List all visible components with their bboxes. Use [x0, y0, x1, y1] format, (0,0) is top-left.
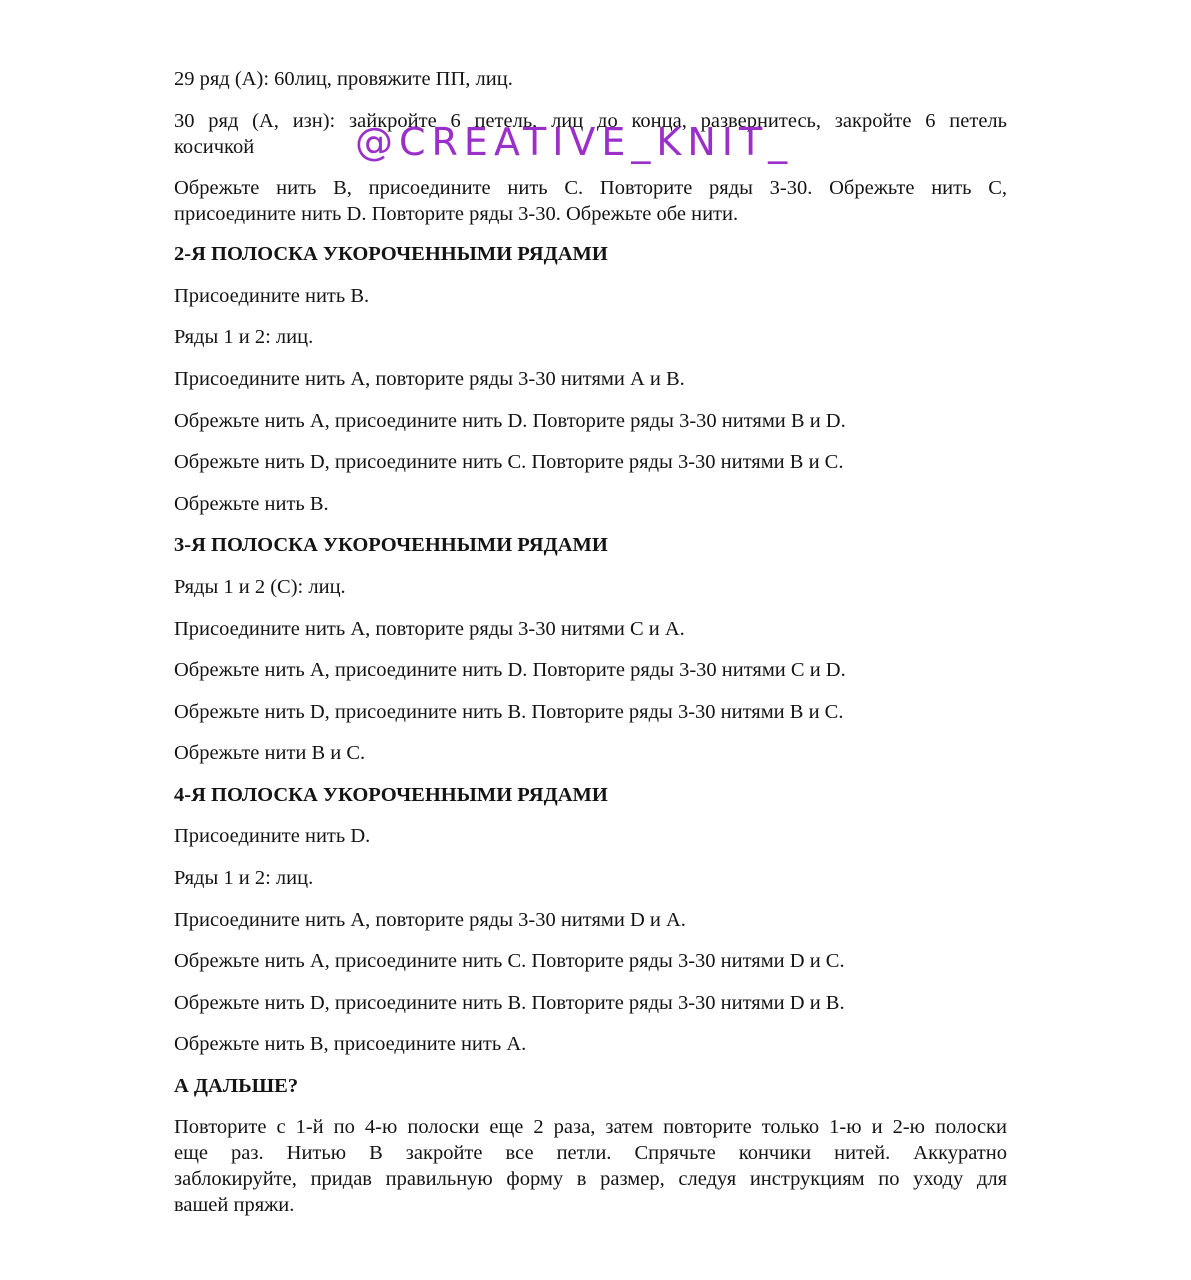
paragraph-line: Присоедините нить А, повторите ряды 3-30 нитями D и А. [174, 909, 686, 931]
paragraph-line: косичкой [174, 136, 255, 158]
section-heading: 2-Я ПОЛОСКА УКОРОЧЕННЫМИ РЯДАМИ [174, 243, 608, 265]
paragraph-line: присоедините нить D. Повторите ряды 3-30. Обрежьте обе нити. [174, 203, 739, 225]
paragraph-line: Ряды 1 и 2: лиц. [174, 326, 314, 348]
paragraph-line: Обрежьте нить А, присоедините нить С. Повторите ряды 3-30 нитями D и С. [174, 950, 845, 972]
paragraph-line: Обрежьте нити В и С. [174, 742, 366, 764]
paragraph-line: Присоедините нить В. [174, 285, 370, 307]
paragraph-line: Обрежьте нить А, присоедините нить D. Повторите ряды 3-30 нитями С и D. [174, 659, 846, 681]
paragraph-line: Обрежьте нить D, присоедините нить В. Повторите ряды 3-30 нитями В и С. [174, 701, 844, 723]
paragraph-line: Обрежьте нить В, присоедините нить С. Повторите ряды 3-30. Обрежьте нить С, [174, 177, 1007, 199]
paragraph-line: Присоедините нить А, повторите ряды 3-30 нитями С и А. [174, 618, 685, 640]
paragraph-line: вашей пряжи. [174, 1194, 295, 1216]
section-heading: 4-Я ПОЛОСКА УКОРОЧЕННЫМИ РЯДАМИ [174, 784, 608, 806]
paragraph-line: Обрежьте нить А, присоедините нить D. Повторите ряды 3-30 нитями В и D. [174, 410, 846, 432]
paragraph-line: Ряды 1 и 2: лиц. [174, 867, 314, 889]
paragraph-line: Присоедините нить А, повторите ряды 3-30 нитями А и В. [174, 368, 685, 390]
watermark-text: @CREATIVE_KNIT_ [355, 120, 794, 164]
paragraph-line: 30 ряд (А, изн): зайкройте 6 петель, лиц до конца, развернитесь, закройте 6 петель [174, 110, 1007, 132]
paragraph-line: Ряды 1 и 2 (С): лиц. [174, 576, 346, 598]
paragraph-line: Присоедините нить D. [174, 825, 371, 847]
paragraph-line: Обрежьте нить В. [174, 493, 329, 515]
paragraph-line: заблокируйте, придав правильную форму в размер, следуя инструкциям по уходу для [174, 1168, 1007, 1190]
paragraph-line: еще раз. Нитью В закройте все петли. Спрячьте кончики нитей. Аккуратно [174, 1142, 1007, 1164]
paragraph-line: Обрежьте нить D, присоедините нить С. Повторите ряды 3-30 нитями В и С. [174, 451, 844, 473]
paragraph-line: Обрежьте нить D, присоедините нить В. Повторите ряды 3-30 нитями D и В. [174, 992, 845, 1014]
section-heading: А ДАЛЬШЕ? [174, 1075, 299, 1097]
paragraph-line: Обрежьте нить В, присоедините нить А. [174, 1033, 527, 1055]
paragraph-line: 29 ряд (А): 60лиц, провяжите ПП, лиц. [174, 68, 513, 90]
paragraph-line: Повторите с 1-й по 4-ю полоски еще 2 раза, затем повторите только 1-ю и 2-ю полоски [174, 1116, 1007, 1138]
section-heading: 3-Я ПОЛОСКА УКОРОЧЕННЫМИ РЯДАМИ [174, 534, 608, 556]
